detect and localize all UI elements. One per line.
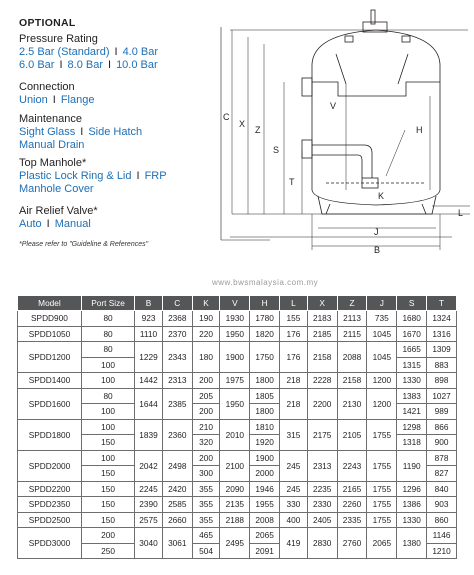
dimension-cell: 2158 bbox=[307, 342, 337, 373]
column-header: S bbox=[397, 296, 427, 311]
dimension-cell: 1810 bbox=[250, 419, 280, 435]
dimension-cell: 245 bbox=[280, 450, 308, 481]
dimension-cell: 1680 bbox=[397, 311, 427, 327]
port-size-cell: 100 bbox=[81, 373, 134, 389]
dimension-cell: 735 bbox=[367, 311, 397, 327]
dimension-cell: 1309 bbox=[427, 342, 457, 358]
dimension-cell: 176 bbox=[280, 342, 308, 373]
dimension-cell: 878 bbox=[427, 450, 457, 466]
watermark: www.bwsmalaysia.com.my bbox=[212, 278, 319, 287]
dimension-cell: 400 bbox=[280, 512, 308, 528]
option-value: 4.0 Bar bbox=[122, 46, 159, 58]
table-row bbox=[18, 326, 457, 342]
dimension-cell: 1950 bbox=[220, 388, 250, 419]
port-size-cell: 80 bbox=[81, 388, 134, 404]
internal-pipe bbox=[312, 82, 440, 96]
option-values-line bbox=[19, 126, 142, 139]
port-size-cell: 150 bbox=[81, 466, 134, 482]
column-header: X bbox=[307, 296, 337, 311]
dimension-cell: 1200 bbox=[367, 388, 397, 419]
dimension-cell: 1920 bbox=[250, 435, 280, 451]
model-cell: SPDD2350 bbox=[18, 497, 82, 513]
option-value: Manhole Cover bbox=[19, 183, 94, 195]
model-cell: SPDD1600 bbox=[18, 388, 82, 419]
vessel-shell bbox=[312, 30, 440, 205]
column-header: C bbox=[162, 296, 192, 311]
dimension-cell: 2065 bbox=[367, 528, 397, 559]
dimension-cell: 827 bbox=[427, 466, 457, 482]
dimension-cell: 883 bbox=[427, 357, 457, 373]
dimension-cell: 315 bbox=[280, 419, 308, 450]
dim-label-v: V bbox=[330, 101, 337, 111]
option-value: Union bbox=[19, 94, 48, 106]
port-size-cell: 150 bbox=[81, 435, 134, 451]
port-size-cell: 80 bbox=[81, 311, 134, 327]
dimension-cell: 2495 bbox=[220, 528, 250, 559]
option-values-line bbox=[19, 183, 167, 196]
dimension-cell: 155 bbox=[280, 311, 308, 327]
table-header-row bbox=[18, 296, 457, 311]
dimension-cell: 989 bbox=[427, 404, 457, 420]
port-size-cell: 80 bbox=[81, 342, 134, 358]
dimension-cell: 1950 bbox=[220, 326, 250, 342]
column-header: H bbox=[250, 296, 280, 311]
dim-label-z: Z bbox=[255, 125, 261, 135]
dimension-cell: 2228 bbox=[307, 373, 337, 389]
dimension-cell: 2243 bbox=[337, 450, 367, 481]
dimension-cell: 1780 bbox=[250, 311, 280, 327]
option-section bbox=[19, 157, 167, 196]
dimension-cell: 1800 bbox=[250, 373, 280, 389]
column-header: Model bbox=[18, 296, 82, 311]
dimension-cell: 1146 bbox=[427, 528, 457, 544]
dimension-cell: 504 bbox=[192, 543, 220, 559]
dimension-cell: 1318 bbox=[397, 435, 427, 451]
dimension-cell: 2313 bbox=[307, 450, 337, 481]
dimension-cell: 1805 bbox=[250, 388, 280, 404]
dimension-cell: 220 bbox=[192, 326, 220, 342]
dimension-cell: 1045 bbox=[367, 342, 397, 373]
port-size-cell: 150 bbox=[81, 512, 134, 528]
dimension-cell: 2335 bbox=[337, 512, 367, 528]
dimension-cell: 1229 bbox=[135, 342, 163, 373]
port-size-cell: 250 bbox=[81, 543, 134, 559]
dimension-cell: 2385 bbox=[162, 388, 192, 419]
dimension-cell: 1665 bbox=[397, 342, 427, 358]
model-cell: SPDD900 bbox=[18, 311, 82, 327]
dimension-cell: 2390 bbox=[135, 497, 163, 513]
dimension-cell: 218 bbox=[280, 388, 308, 419]
option-section bbox=[19, 33, 158, 72]
port-size-cell: 100 bbox=[81, 450, 134, 466]
dimension-cell: 355 bbox=[192, 481, 220, 497]
option-values-line bbox=[19, 218, 98, 231]
dimension-cell: 465 bbox=[192, 528, 220, 544]
table-row bbox=[18, 373, 457, 389]
dimension-cell: 2585 bbox=[162, 497, 192, 513]
option-values-line bbox=[19, 59, 158, 72]
guideline-note: *Please refer to "Guideline & References" bbox=[19, 241, 149, 248]
dimension-cell: 1316 bbox=[427, 326, 457, 342]
dimension-cell: 1110 bbox=[135, 326, 163, 342]
option-value: FRP bbox=[144, 170, 167, 182]
option-value: Manual Drain bbox=[19, 139, 85, 151]
dimension-cell: 190 bbox=[192, 311, 220, 327]
table-row bbox=[18, 450, 457, 466]
separator: I bbox=[136, 170, 140, 182]
dimension-cell: 330 bbox=[280, 497, 308, 513]
dimension-cell: 903 bbox=[427, 497, 457, 513]
dimension-cell: 1946 bbox=[250, 481, 280, 497]
dimension-cell: 200 bbox=[192, 373, 220, 389]
dimension-cell: 1755 bbox=[367, 481, 397, 497]
option-value: Side Hatch bbox=[88, 126, 143, 138]
dimension-cell: 2008 bbox=[250, 512, 280, 528]
dimension-cell: 2135 bbox=[220, 497, 250, 513]
separator: I bbox=[108, 59, 112, 71]
dimension-cell: 2113 bbox=[337, 311, 367, 327]
model-cell: SPDD1400 bbox=[18, 373, 82, 389]
dimension-cell: 2420 bbox=[162, 481, 192, 497]
table-row bbox=[18, 419, 457, 435]
dimension-cell: 2100 bbox=[220, 450, 250, 481]
option-value: 6.0 Bar bbox=[19, 59, 55, 71]
dimension-cell: 1755 bbox=[367, 512, 397, 528]
option-section bbox=[19, 205, 98, 231]
option-heading: Air Relief Valve* bbox=[19, 205, 98, 217]
dim-label-b: B bbox=[374, 245, 381, 255]
dimension-cell: 320 bbox=[192, 435, 220, 451]
dimension-cell: 1045 bbox=[367, 326, 397, 342]
dimension-cell: 2088 bbox=[337, 342, 367, 373]
column-header: T bbox=[427, 296, 457, 311]
dimension-cell: 2010 bbox=[220, 419, 250, 450]
dimension-cell: 355 bbox=[192, 497, 220, 513]
dimension-cell: 1755 bbox=[367, 450, 397, 481]
dim-label-j: J bbox=[374, 227, 379, 237]
dimension-cell: 1210 bbox=[427, 543, 457, 559]
dimension-cell: 2188 bbox=[220, 512, 250, 528]
dimension-cell: 1330 bbox=[397, 373, 427, 389]
dimension-cell: 1820 bbox=[250, 326, 280, 342]
dimension-cell: 419 bbox=[280, 528, 308, 559]
dimension-cell: 218 bbox=[280, 373, 308, 389]
dimension-cell: 1330 bbox=[397, 512, 427, 528]
dimension-cell: 1755 bbox=[367, 419, 397, 450]
dimension-cell: 1800 bbox=[250, 404, 280, 420]
option-value: Sight Glass bbox=[19, 126, 76, 138]
option-heading: Top Manhole* bbox=[19, 157, 87, 169]
dimension-cell: 1027 bbox=[427, 388, 457, 404]
table-row bbox=[18, 512, 457, 528]
dimension-cell: 1955 bbox=[250, 497, 280, 513]
dimension-cell: 900 bbox=[427, 435, 457, 451]
dimension-cell: 1421 bbox=[397, 404, 427, 420]
table-row bbox=[18, 388, 457, 404]
port-size-cell: 100 bbox=[81, 404, 134, 420]
dim-label-h: H bbox=[416, 125, 423, 135]
dimension-cell: 1383 bbox=[397, 388, 427, 404]
option-section bbox=[19, 81, 94, 107]
dimension-cell: 1900 bbox=[220, 342, 250, 373]
separator: I bbox=[52, 94, 56, 106]
dimension-cell: 1670 bbox=[397, 326, 427, 342]
dimension-cell: 355 bbox=[192, 512, 220, 528]
model-cell: SPDD1200 bbox=[18, 342, 82, 373]
filter-vessel-diagram bbox=[205, 5, 470, 265]
dimension-cell: 1324 bbox=[427, 311, 457, 327]
model-cell: SPDD2500 bbox=[18, 512, 82, 528]
option-value: Flange bbox=[60, 94, 95, 106]
dimension-cell: 2330 bbox=[307, 497, 337, 513]
model-cell: SPDD2200 bbox=[18, 481, 82, 497]
dimension-cell: 866 bbox=[427, 419, 457, 435]
dimension-cell: 2200 bbox=[307, 388, 337, 419]
dimension-cell: 2000 bbox=[250, 466, 280, 482]
model-cell: SPDD1050 bbox=[18, 326, 82, 342]
dimension-cell: 2090 bbox=[220, 481, 250, 497]
option-values-line bbox=[19, 170, 167, 183]
port-size-cell: 80 bbox=[81, 326, 134, 342]
table-row bbox=[18, 528, 457, 544]
dimension-cell: 2235 bbox=[307, 481, 337, 497]
dimension-cell: 2343 bbox=[162, 342, 192, 373]
dimension-cell: 898 bbox=[427, 373, 457, 389]
column-header: Z bbox=[337, 296, 367, 311]
dimension-cell: 2370 bbox=[162, 326, 192, 342]
dimension-cell: 2130 bbox=[337, 388, 367, 419]
dimension-cell: 1900 bbox=[250, 450, 280, 466]
model-cell: SPDD1800 bbox=[18, 419, 82, 450]
dimension-cell: 2175 bbox=[307, 419, 337, 450]
port-size-cell: 100 bbox=[81, 419, 134, 435]
dimension-cell: 923 bbox=[135, 311, 163, 327]
option-values-line bbox=[19, 139, 142, 152]
dimension-cell: 2760 bbox=[337, 528, 367, 559]
column-header: Port Size bbox=[81, 296, 134, 311]
column-header: V bbox=[220, 296, 250, 311]
dimension-cell: 200 bbox=[192, 450, 220, 466]
option-value: 10.0 Bar bbox=[116, 59, 158, 71]
dimension-cell: 3061 bbox=[162, 528, 192, 559]
model-cell: SPDD2000 bbox=[18, 450, 82, 481]
dimension-cell: 176 bbox=[280, 326, 308, 342]
option-value: 2.5 Bar (Standard) bbox=[19, 46, 110, 58]
dimensions-table bbox=[17, 295, 457, 559]
table-row bbox=[18, 481, 457, 497]
dimension-cell: 1380 bbox=[397, 528, 427, 559]
port-size-cell: 200 bbox=[81, 528, 134, 544]
dimension-cell: 1755 bbox=[367, 497, 397, 513]
dimension-cell: 245 bbox=[280, 481, 308, 497]
column-header: L bbox=[280, 296, 308, 311]
dimensions-table-wrap bbox=[17, 295, 457, 559]
optional-title: OPTIONAL bbox=[19, 17, 76, 29]
dimension-cell: 205 bbox=[192, 388, 220, 404]
dimension-cell: 1839 bbox=[135, 419, 163, 450]
dim-label-l: L bbox=[458, 208, 464, 218]
option-heading: Pressure Rating bbox=[19, 33, 98, 45]
dimension-cell: 2575 bbox=[135, 512, 163, 528]
port-size-cell: 100 bbox=[81, 357, 134, 373]
dim-label-c: C bbox=[223, 112, 230, 122]
option-section bbox=[19, 113, 142, 152]
option-heading: Connection bbox=[19, 81, 75, 93]
dim-label-k: K bbox=[378, 191, 385, 201]
dimension-cell: 1386 bbox=[397, 497, 427, 513]
dimension-cell: 2260 bbox=[337, 497, 367, 513]
dimension-cell: 2115 bbox=[337, 326, 367, 342]
dimension-cell: 1315 bbox=[397, 357, 427, 373]
dimension-cell: 1190 bbox=[397, 450, 427, 481]
dimension-cell: 1930 bbox=[220, 311, 250, 327]
dimension-cell: 2368 bbox=[162, 311, 192, 327]
separator: I bbox=[80, 126, 84, 138]
dimension-cell: 2065 bbox=[250, 528, 280, 544]
separator: I bbox=[114, 46, 118, 58]
dimension-cell: 200 bbox=[192, 404, 220, 420]
dimension-cell: 2498 bbox=[162, 450, 192, 481]
dimension-cell: 1644 bbox=[135, 388, 163, 419]
separator: I bbox=[46, 218, 50, 230]
dimension-cell: 2183 bbox=[307, 311, 337, 327]
dimension-cell: 1296 bbox=[397, 481, 427, 497]
table-row bbox=[18, 342, 457, 358]
dimension-cell: 860 bbox=[427, 512, 457, 528]
dimension-cell: 2360 bbox=[162, 419, 192, 450]
dimension-cell: 2105 bbox=[337, 419, 367, 450]
dimension-cell: 840 bbox=[427, 481, 457, 497]
option-value: Auto bbox=[19, 218, 42, 230]
dim-label-s: S bbox=[273, 145, 280, 155]
option-values-line bbox=[19, 94, 94, 107]
column-header: K bbox=[192, 296, 220, 311]
dimension-cell: 3040 bbox=[135, 528, 163, 559]
dimension-cell: 1442 bbox=[135, 373, 163, 389]
option-heading: Maintenance bbox=[19, 113, 82, 125]
table-row bbox=[18, 497, 457, 513]
column-header: B bbox=[135, 296, 163, 311]
dimension-cell: 2245 bbox=[135, 481, 163, 497]
dimension-cell: 1298 bbox=[397, 419, 427, 435]
port-size-cell: 150 bbox=[81, 481, 134, 497]
dimension-cell: 2660 bbox=[162, 512, 192, 528]
option-value: Manual bbox=[54, 218, 91, 230]
dimension-cell: 2405 bbox=[307, 512, 337, 528]
dimension-cell: 1975 bbox=[220, 373, 250, 389]
dim-label-x: X bbox=[239, 119, 246, 129]
dimension-cell: 1200 bbox=[367, 373, 397, 389]
option-value: Plastic Lock Ring & Lid bbox=[19, 170, 132, 182]
dimension-cell: 2091 bbox=[250, 543, 280, 559]
dimension-cell: 2042 bbox=[135, 450, 163, 481]
port-size-cell: 150 bbox=[81, 497, 134, 513]
dimension-cell: 2185 bbox=[307, 326, 337, 342]
dimension-cell: 2830 bbox=[307, 528, 337, 559]
dimension-cell: 210 bbox=[192, 419, 220, 435]
column-header: J bbox=[367, 296, 397, 311]
separator: I bbox=[59, 59, 63, 71]
dimension-cell: 2313 bbox=[162, 373, 192, 389]
dimension-cell: 2165 bbox=[337, 481, 367, 497]
dimension-cell: 180 bbox=[192, 342, 220, 373]
dim-label-t: T bbox=[289, 177, 295, 187]
table-row bbox=[18, 311, 457, 327]
dimension-cell: 300 bbox=[192, 466, 220, 482]
dimension-cell: 2158 bbox=[337, 373, 367, 389]
model-cell: SPDD3000 bbox=[18, 528, 82, 559]
option-values-line bbox=[19, 46, 158, 59]
dimension-cell: 1750 bbox=[250, 342, 280, 373]
option-value: 8.0 Bar bbox=[67, 59, 103, 71]
